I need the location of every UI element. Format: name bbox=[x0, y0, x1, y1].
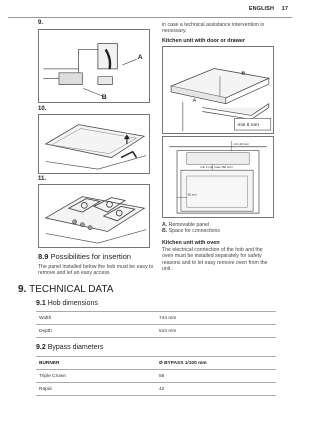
kitchen-door-title: Kitchen unit with door or drawer bbox=[162, 38, 245, 44]
table-header-row bbox=[36, 357, 276, 370]
bypass-header-diameter: Ø BYPASS 1/100 mm bbox=[156, 357, 276, 370]
figure-door-label-a: A bbox=[192, 98, 197, 104]
header-rule bbox=[8, 17, 292, 18]
header-page-number: 17 bbox=[281, 6, 288, 12]
legend-letter-b: B. bbox=[162, 228, 168, 235]
kitchen-oven-title: Kitchen unit with oven bbox=[162, 240, 220, 246]
section-8-9-title-text: Possibilities for insertion bbox=[50, 252, 131, 261]
dimension-label-width: Width bbox=[36, 312, 156, 325]
legend-item-b bbox=[162, 228, 272, 234]
figure-step-11 bbox=[38, 184, 150, 248]
figure-step-10 bbox=[38, 114, 150, 174]
figure-step-11-drawing bbox=[39, 185, 149, 247]
dimension-value-width: 744 mm bbox=[156, 312, 276, 325]
table-row bbox=[36, 383, 276, 396]
section-9-1-title bbox=[36, 300, 98, 307]
table-row bbox=[36, 325, 276, 338]
figure-oven-side-dim: 60 mm bbox=[187, 192, 197, 197]
legend-letter-a: A. bbox=[162, 222, 168, 228]
table-row bbox=[36, 370, 276, 383]
figure-step-9-drawing bbox=[39, 30, 149, 102]
figure-kitchen-door-drawing bbox=[163, 47, 273, 133]
step-9-number: 9. bbox=[38, 20, 44, 26]
kitchen-oven-text: The electrical connection of the hob and the oven must be installed separately for safety reasons and to let easy remove oven from the unit. bbox=[162, 247, 268, 273]
step-11-number: 11. bbox=[38, 176, 47, 182]
figure-door-label-b: B bbox=[241, 71, 245, 77]
section-8-9-title bbox=[38, 252, 131, 261]
section-9-1-title-text: Hob dimensions bbox=[47, 300, 98, 307]
bypass-diameters-table bbox=[36, 356, 276, 396]
table-row bbox=[36, 312, 276, 325]
figure-door-min-label: min 6 mm bbox=[237, 123, 259, 129]
figure-kitchen-door bbox=[162, 46, 274, 134]
section-9-2-number: 9.2 bbox=[36, 344, 46, 351]
bypass-value-triple-crown: 56 bbox=[156, 370, 276, 383]
section-8-9-number: 8.9 bbox=[38, 252, 49, 261]
figure-9-label-a: A bbox=[137, 54, 143, 62]
chapter-9-number: 9. bbox=[18, 284, 27, 295]
page-header bbox=[0, 0, 300, 20]
figure-oven-mid-dim: min 2 mm (max 150 mm) bbox=[200, 165, 233, 170]
legend-list bbox=[162, 222, 272, 235]
chapter-9-title-text: TECHNICAL DATA bbox=[29, 284, 114, 295]
legend-text-b: Space for connections bbox=[168, 228, 220, 235]
hob-dimensions-table bbox=[36, 311, 276, 338]
chapter-9-title bbox=[18, 284, 113, 295]
legend-text-a: Removable panel bbox=[168, 222, 210, 228]
figure-kitchen-oven bbox=[162, 136, 274, 218]
figure-oven-top-dim: min 20 mm bbox=[233, 141, 250, 146]
bypass-burner-triple-crown: Triple Crown bbox=[36, 370, 156, 383]
section-9-2-title bbox=[36, 344, 103, 351]
step-10-number: 10. bbox=[38, 106, 47, 112]
header-text bbox=[243, 6, 288, 12]
section-9-2-title-text: Bypass diameters bbox=[47, 344, 104, 351]
dimension-label-depth: Depth bbox=[36, 325, 156, 338]
bypass-value-rapid: 42 bbox=[156, 383, 276, 396]
dimension-value-depth: 510 mm bbox=[156, 325, 276, 338]
figure-kitchen-oven-drawing bbox=[163, 137, 273, 217]
section-8-9-text: The panel installed below the hob must be easy to remove and let an easy access bbox=[38, 264, 154, 277]
figure-step-9 bbox=[38, 29, 150, 103]
bypass-header-burner: BURNER bbox=[36, 357, 156, 370]
right-intro-text: in case a technical assistance intervention is necessary. bbox=[162, 22, 265, 35]
section-9-1-number: 9.1 bbox=[36, 300, 46, 307]
bypass-burner-rapid: Rapid bbox=[36, 383, 156, 396]
figure-step-10-drawing bbox=[39, 115, 149, 173]
header-section: ENGLISH bbox=[248, 6, 275, 12]
figure-9-label-b: B bbox=[101, 94, 107, 102]
